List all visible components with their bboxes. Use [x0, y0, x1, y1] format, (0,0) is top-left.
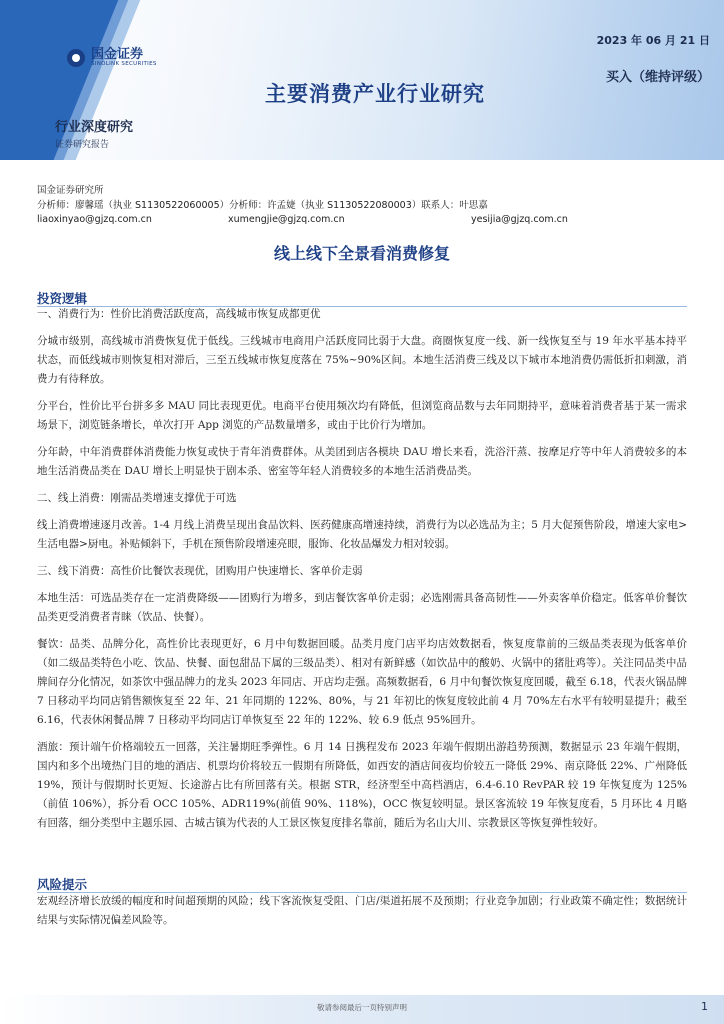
- analyst-email-2[interactable]: xumengjie@gjzq.com.cn: [228, 214, 345, 225]
- logic-para-8: 本地生活：可选品类存在一定消费降级——团购行为增多，到店餐饮客单价走弱；必选刚需具备高韧性——外卖客单价稳定。低客单价餐饮品类更受消费者青睐（饮品、快餐）。: [37, 592, 687, 623]
- logic-para-6: 线上消费增速逐月改善。1-4 月线上消费呈现出食品饮料、医药健康高增速持续，消费行为以必选品为主；5 月大促预售阶段，增速大家电>生活电器>厨电。补贴倾斜下，手机在预售阶段增速亮眼，服饰、化妆品爆发力相对较弱。: [37, 519, 687, 550]
- email-row: [37, 213, 697, 228]
- analysts-line: 分析师：廖馨瑶（执业 S1130522060005）分析师：许孟婕（执业 S1130522080003）联系人：叶思嘉: [37, 199, 488, 211]
- logic-para-10: 酒旅：预计端午价格端较五一回落，关注暑期旺季弹性。6 月 14 日携程发布 2023 年端午假期出游趋势预测，数据显示 23 年端午假期，国内和多个出境热门目的地的酒店、机票均价将较五一假期有所降低，如西安的酒店间夜均价较五一降低 29%、南京降低 22%、广州降低 19%，预计与假期时长更短、长途游占比有所回落有关。根据 STR，经济型至中高档酒店，6.4-6.10 RevPAR 较 19 年恢复度为 125%（前值 106%），拆分看 OCC 105%、ADR119%(前值 90%、118%)，OCC 恢复较明显。景区客流较 19 年恢复度看，5 月环比 4 月略有回落，细分类型中主题乐园、古城古镇为代表的人工景区恢复度排名靠前，随后为名山大川、宗教景区等恢复弹性较好。: [37, 741, 687, 829]
- logic-para-2: 分城市级别，高线城市消费恢复优于低线。三线城市电商用户活跃度同比弱于大盘。商圈恢复度一线、新一线恢复至与 19 年水平基本持平状态，而低线城市则恢复相对滞后，三至五线城市恢复度落在 75%~90%区间。本地生活消费三线及以下城市本地消费仍需低折扣刺激，消费力有待释放。: [37, 335, 687, 385]
- report-subtitle: 线上线下全景看消费修复: [273, 244, 450, 263]
- report-date: 2023 年 06 月 21 日: [596, 34, 710, 47]
- institute-name: 国金证券研究所: [37, 185, 104, 196]
- report-header: [0, 0, 724, 160]
- risk-body: [37, 892, 687, 938]
- logic-para-1: 一、消费行为：性价比消费活跃度高，高线城市恢复成都更优: [37, 308, 321, 320]
- company-logo: [67, 48, 157, 67]
- logic-para-7: 三、线下消费：高性价比餐饮表现优，团购用户快速增长、客单价走弱: [37, 565, 363, 577]
- contact-email[interactable]: yesijia@gjzq.com.cn: [471, 214, 568, 225]
- risk-heading: 风险提示: [37, 877, 88, 892]
- logic-para-5: 二、线上消费：刚需品类增速支撑优于可选: [37, 492, 237, 504]
- report-type: 行业深度研究: [55, 120, 134, 135]
- logic-para-9: 餐饮：品类、品牌分化，高性价比表现更好，6 月中旬数据回暖。品类月度门店平均店效数据看，恢复度靠前的三级品类表现为低客单价（如二级品类特色小吃、饮品、快餐、面包甜品下属的三级品类）、相对有新鲜感（如饮品中的酸奶、火锅中的猪肚鸡等）。关注同品类中品牌间存分化情况，如茶饮中强品牌力的龙头 2023 年同店、开店均走强。高频数据看，6 月中旬餐饮恢复度回暖，截至 6.18，代表火锅品牌 7 日移动平均同店销售额恢复至 22 年、21 年同期的 122%、80%，与 21 年初比的恢复度较此前 4 月 70%左右水平有较明显提升；截至 6.16，代表休闲餐品牌 7 日移动平均同店订单恢复至 22 年的 122%、较 6.9 低点 95%回升。: [37, 638, 687, 726]
- report-title: 主要消费产业行业研究: [265, 82, 485, 106]
- logic-para-3: 分平台，性价比平台拼多多 MAU 同比表现更优。电商平台使用频次均有降低，但浏览商品数与去年同期持平，意味着消费者基于某一需求场景下，浏览链条增长，单次打开 App 浏览的产品数量增多，或由于比价行为增加。: [37, 400, 687, 431]
- page-number: 1: [701, 1000, 708, 1013]
- logic-para-4: 分年龄，中年消费群体消费能力恢复或快于青年消费群体。从美团到店各模块 DAU 增长来看，洗浴汗蒸、按摩足疗等中年人消费较多的本地生活消费品类在 DAU 增长上明显快于剧本杀、密室等年轻人消费较多的本地生活消费品类。: [37, 446, 687, 477]
- logo-icon: [67, 49, 85, 67]
- analyst-email-1[interactable]: liaoxinyao@gjzq.com.cn: [37, 214, 152, 225]
- logo-cn-text: 国金证券: [91, 47, 144, 62]
- investment-logic-heading: 投资逻辑: [37, 291, 88, 306]
- footer-disclaimer[interactable]: 敬请参阅最后一页特别声明: [317, 1003, 407, 1012]
- rating-badge: 买入（维持评级）: [605, 70, 710, 85]
- investment-logic-body: [37, 305, 687, 841]
- risk-text: 宏观经济增长放缓的幅度和时间超预期的风险；线下客流恢复受阻、门店/渠道拓展不及预期；行业竞争加剧；行业政策不确定性；数据统计结果与实际情况偏差风险等。: [37, 895, 687, 926]
- logo-en-text: SINOLINK SECURITIES: [91, 61, 157, 67]
- analyst-info: [37, 184, 697, 228]
- report-subtype: 证券研究报告: [55, 140, 110, 150]
